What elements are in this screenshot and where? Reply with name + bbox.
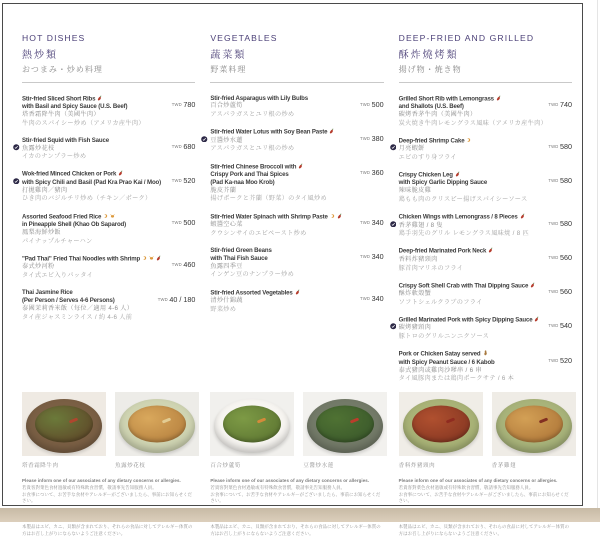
menu-item: [22, 255, 195, 281]
chili-icon: [156, 255, 161, 263]
currency-label: TWD: [171, 220, 182, 226]
photo-caption: 香料炸豬頸肉: [398, 462, 436, 469]
item-name-ja: タイ式エビ入りパッタイ: [22, 271, 94, 279]
currency-label: TWD: [171, 144, 182, 150]
item-name-text: Crispy Pork and Thai Spices: [210, 170, 289, 178]
chili-icon: [329, 128, 334, 136]
price-value: 380: [371, 133, 384, 143]
item-name-zh: 月亮蝦餅: [398, 145, 425, 153]
item-name-text: Stir-fried Squid with Fish Sauce: [22, 136, 109, 144]
dish-photo: [210, 392, 294, 456]
menu-item: [22, 213, 195, 247]
item-name-ja: 野菜炒め: [210, 305, 237, 313]
item-name-en: [210, 163, 353, 171]
item-name-en: [399, 247, 542, 255]
item-price: [548, 170, 572, 188]
item-name-en: [399, 171, 542, 179]
price-value: 540: [559, 321, 572, 331]
item-name-text: Grilled Marinated Pork with Spicy Dipping Sauce: [398, 316, 533, 324]
disclaimer-general: [22, 478, 195, 505]
item-name-ja: タイ風豚肉または鶏肉ポークサテ / 6 本: [398, 375, 515, 383]
price-value: 360: [371, 168, 384, 178]
price-value: 580: [559, 176, 572, 186]
menu-item: [210, 128, 383, 154]
dish-photo-block: [115, 392, 199, 469]
signature-dish-icon: [13, 137, 20, 155]
item-name-en: [22, 170, 165, 178]
peanut-icon: [483, 350, 488, 358]
item-name-text: Stir-fried Chinese Broccoli with: [210, 163, 297, 171]
currency-label: TWD: [360, 170, 371, 176]
item-name-en: [399, 359, 542, 367]
menu-item: [399, 282, 572, 308]
shrimp-icon: [103, 213, 108, 221]
item-name-en: [22, 297, 165, 305]
item-name-en: [22, 255, 165, 263]
photo-caption: 塔香霜降牛肉: [22, 462, 59, 469]
item-name-ja: タイ産ジャスミンライス / 約 4-6 人前: [22, 313, 133, 321]
currency-label: TWD: [548, 220, 559, 226]
menu-column-vegetables: [210, 33, 383, 538]
item-price: [548, 315, 572, 333]
currency-label: TWD: [548, 102, 559, 107]
price-value: 340: [371, 218, 384, 228]
item-name-en: [210, 171, 353, 179]
item-name-ja: 鶏もも肉のクリスピー揚げスパイシーソース: [398, 195, 528, 203]
disclaimer-line: お食事について、お苦手な食材やアレルギーがございましたら、事前にお知らせください。: [22, 491, 193, 504]
section-divider: [210, 82, 383, 83]
section-title-ja: 揚げ物・焼き物: [398, 64, 462, 74]
dish-photos: [399, 392, 572, 469]
menu-item: [22, 289, 195, 322]
currency-label: TWD: [157, 296, 168, 302]
item-name-text: Thai Jasmine Rice: [22, 289, 73, 297]
item-name-text: in Pineapple Shell (Khao Ob Saparod): [22, 221, 126, 229]
item-price: [548, 136, 572, 154]
item-name-zh: 鳳梨海鮮炒飯: [22, 228, 61, 236]
disclaimer-line: 若貴客對菜色食材過敏或有特殊飲食習慣，敬請事先告知服務人員。: [22, 484, 157, 490]
photo-caption: 魚露炒花枝: [115, 462, 146, 469]
price-value: 740: [559, 100, 572, 109]
currency-label: TWD: [548, 357, 559, 363]
section-header: [210, 33, 383, 75]
currency-label: TWD: [548, 323, 559, 329]
item-name-text: with Spicy Chili and Basil (Pad Kra Prao Kai / Moo): [22, 178, 161, 186]
item-name-en: [399, 103, 542, 111]
item-name-text: Crispy Soft Shell Crab with Thai Dipping Sauce: [398, 282, 529, 290]
item-name-ja: パイナップルチャーハン: [22, 237, 93, 245]
item-name-text: Stir-fried Sliced Short Ribs: [22, 95, 96, 102]
section-title-zh: 熱炒類: [22, 49, 58, 61]
crab-icon: [110, 213, 115, 221]
item-name-en: [22, 179, 165, 187]
crab-icon: [149, 255, 154, 263]
chili-icon: [534, 316, 539, 324]
item-price: [360, 246, 384, 264]
price-value: 780: [183, 100, 196, 109]
disclaimer-line: お食事について、お苦手な食材やアレルギーがございましたら、事前にお知らせください。: [398, 491, 569, 504]
dish-photo: [492, 392, 576, 456]
menu-item: [399, 213, 572, 239]
item-name-en: [210, 289, 353, 297]
section-title-zh: 蔬菜類: [210, 49, 247, 61]
menu-column-hot-dishes: [22, 33, 195, 538]
item-name-en: [22, 103, 165, 111]
item-name-en: [399, 350, 542, 358]
photo-caption: 豆醬炒水蓮: [303, 462, 334, 469]
dish-photo: [399, 392, 483, 456]
item-price: [548, 247, 572, 265]
menu-item: [399, 95, 572, 129]
menu-item: [399, 247, 572, 273]
dish-photo-food: [35, 406, 93, 443]
item-name-en: [22, 137, 165, 145]
currency-label: TWD: [171, 262, 182, 268]
section-title-ja: 野菜料理: [210, 64, 247, 74]
price-value: 460: [183, 260, 196, 270]
item-price: [548, 281, 572, 299]
chili-icon: [496, 95, 501, 103]
item-name-text: Stir-fried Assorted Vegetables: [210, 289, 293, 297]
item-name-en: [399, 282, 542, 290]
item-name-text: Stir-fried Asparagus with Lily Bulbs: [210, 94, 308, 102]
item-name-text: (Pad Ka-naa Moo Krob): [210, 178, 275, 186]
chili-icon: [337, 213, 342, 221]
item-name-text: Grilled Short Rib with Lemongrass: [398, 95, 494, 102]
disclaimer-line: Please inform one of our associates of any dietary concerns or allergies.: [210, 477, 370, 483]
item-name-en: [22, 95, 165, 103]
item-name-zh: 碳烤豬頸肉: [398, 324, 432, 332]
signature-dish-icon: [13, 171, 20, 189]
item-name-ja: 牛肉のスパイシー炒め（アメリカ産牛肉）: [22, 119, 145, 127]
item-name-zh: 辣味脆皮雞: [398, 187, 432, 195]
menu-item: [210, 247, 383, 280]
item-name-zh: 塔香霜降牛肉（美國牛肉）: [22, 110, 100, 118]
currency-label: TWD: [171, 102, 182, 107]
disclaimer-line: 若貴客對菜色食材過敏或有特殊飲食習慣，敬請事先告知服務人員。: [398, 484, 534, 490]
item-name-ja: 鶏手羽先のグリル レモングラス風味焼 / 8 匹: [398, 230, 529, 238]
item-name-text: with Basil and Spicy Sauce (U.S. Beef): [22, 102, 128, 110]
menu-item-list: [210, 95, 383, 323]
item-name-zh: 香茅雞翅 / 8 隻: [398, 221, 443, 229]
item-name-text: Deep-fried Marinated Pork Neck: [398, 247, 487, 255]
shrimp-icon: [330, 213, 335, 221]
item-name-en: [22, 213, 165, 221]
disclaimer-line: 本製品はエビ、カニ、貝類が含まれており、それらの食品に対してアレルギー体質の方はお召し上がりにならないようご注意ください。: [22, 523, 193, 536]
currency-label: TWD: [548, 254, 559, 260]
item-name-ja: ひき肉のバジルチリ炒め（チキン／ポーク）: [22, 195, 152, 203]
signature-dish-icon: [390, 316, 397, 334]
item-name-ja: アスパラガスとユリ根の炒め: [210, 111, 295, 119]
item-name-text: Assorted Seafood Fried Rice: [22, 213, 102, 221]
menu-item: [22, 95, 195, 129]
price-value: 560: [559, 252, 572, 262]
currency-label: TWD: [360, 102, 371, 107]
item-price: [360, 128, 384, 146]
item-name-text: Crispy Chicken Leg: [398, 171, 453, 179]
item-name-text: with Spicy Peanut Sauce / 6 Kabob: [398, 358, 495, 366]
chili-icon: [520, 213, 525, 221]
item-name-zh: 豆醬炒水蓮: [210, 136, 243, 144]
signature-dish-icon: [390, 137, 397, 155]
currency-label: TWD: [548, 178, 559, 184]
dish-photo-food: [128, 406, 186, 443]
price-value: 340: [371, 252, 384, 262]
menu-item: [22, 137, 195, 162]
section-title-ja: おつまみ・炒め料理: [22, 64, 103, 74]
item-name-en: [399, 137, 542, 145]
dish-photo-food: [316, 406, 374, 443]
item-name-zh: 泰式炒河粉: [22, 263, 55, 271]
dish-photo-block: [303, 392, 387, 469]
section-title-en: DEEP-FRIED AND GRILLED: [398, 33, 535, 43]
item-name-text: Deep-fried Shrimp Cake: [398, 137, 465, 145]
menu-item: [210, 95, 383, 120]
menu-column-deep-fried-and-grilled: [399, 33, 572, 538]
item-price: [360, 288, 384, 306]
item-price: [360, 162, 384, 180]
item-name-en: [210, 255, 353, 263]
disclaimer-line: Please inform one of our associates of any dietary concerns or allergies.: [22, 477, 181, 483]
item-name-ja: 豚トロのグリルニンニクソース: [398, 333, 490, 341]
price-value: 340: [371, 294, 384, 304]
item-name-ja: イカのナンプラー炒め: [22, 153, 87, 161]
item-name-text: "Pad Thai" Fried Thai Noodles with Shrimp: [22, 255, 141, 263]
chili-icon: [488, 247, 493, 255]
item-name-text: (Per Person / Serves 4-6 Persons): [22, 297, 115, 305]
disclaimer-line: 本製品はエビ、カニ、貝類が含まれており、それらの食品に対してアレルギー体質の方はお召し上がりにならないようご注意ください。: [210, 523, 381, 536]
menu-item: [22, 170, 195, 204]
price-value: 40 / 180: [169, 294, 196, 304]
dish-photo-food: [505, 406, 563, 443]
item-name-ja: エビのすり身フライ: [398, 153, 457, 161]
dish-photo: [303, 392, 387, 456]
item-name-text: Chicken Wings with Lemongrass / 8 Pieces: [398, 213, 518, 221]
item-name-text: Wok-fried Minced Chicken or Pork: [22, 170, 117, 178]
item-name-zh: 香料炸豬頸肉: [398, 255, 438, 263]
page-edge-line: [597, 0, 598, 508]
section-title-en: VEGETABLES: [210, 33, 278, 43]
menu-item-list: [22, 95, 195, 331]
item-price: [172, 254, 196, 272]
item-name-zh: 酥炸軟殼蟹: [398, 290, 432, 298]
item-name-text: Stir-fried Green Beans: [210, 246, 272, 254]
item-name-text: Stir-fried Water Spinach with Shrimp Paste: [210, 213, 328, 221]
section-divider: [22, 82, 195, 83]
menu-page: [2, 3, 583, 536]
item-name-ja: アスパラガスとユリ根の炒め: [210, 145, 295, 153]
item-price: [172, 212, 196, 230]
currency-label: TWD: [360, 254, 371, 260]
currency-label: TWD: [360, 135, 371, 141]
section-header: [399, 33, 572, 75]
item-name-zh: 碳烤香茅牛肉（美國牛肉）: [398, 110, 477, 118]
item-name-en: [210, 213, 353, 221]
item-name-text: with Thai Fish Sauce: [210, 254, 268, 262]
item-name-zh: 泰國茉莉香米飯（每位／適用 4-6 人）: [22, 304, 134, 312]
menu-item: [399, 137, 572, 163]
currency-label: TWD: [360, 296, 371, 302]
item-name-en: [399, 213, 542, 221]
photo-caption: 香茅雞翅: [491, 462, 517, 469]
photo-caption: 百合炒蘆筍: [210, 462, 241, 469]
item-price: [158, 289, 196, 307]
item-name-zh: 百合炒蘆筍: [210, 102, 243, 110]
dish-photo: [115, 392, 199, 456]
dish-photos: [22, 392, 195, 469]
price-value: 560: [559, 287, 572, 297]
dish-photo-block: [399, 392, 483, 469]
chili-icon: [530, 282, 535, 290]
dish-photo-block: [492, 392, 576, 469]
signature-dish-icon: [201, 129, 208, 147]
table-backdrop: [0, 508, 600, 522]
item-name-ja: 豚首肉マリネのフライ: [398, 264, 464, 272]
item-price: [548, 94, 572, 112]
currency-label: TWD: [548, 144, 559, 150]
item-name-ja: ソフトシェルクラブのフライ: [398, 298, 483, 306]
item-price: [172, 136, 196, 154]
disclaimer-line: 若貴客對菜色食材過敏或有特殊飲食習慣，敬請事先告知服務人員。: [210, 484, 346, 490]
dish-photo-food: [412, 406, 470, 443]
item-name-zh: 清炒什錦蔬: [210, 297, 243, 305]
section-divider: [399, 82, 572, 83]
item-name-en: [210, 128, 353, 136]
dish-photos: [210, 392, 383, 469]
currency-label: TWD: [171, 177, 182, 183]
menu-item: [399, 350, 572, 384]
price-value: 680: [183, 142, 196, 152]
item-name-en: [210, 247, 353, 255]
section-title-zh: 酥炸燒烤類: [398, 49, 459, 61]
menu-item: [210, 213, 383, 239]
menu-item-list: [399, 95, 572, 393]
item-name-en: [22, 221, 165, 229]
dish-photo: [22, 392, 106, 456]
chili-icon: [298, 163, 303, 171]
item-name-zh: 脆皮芥蘭: [210, 186, 237, 194]
item-price: [360, 94, 384, 112]
price-value: 580: [559, 142, 572, 152]
item-name-text: with Spicy Garlic Dipping Sauce: [398, 179, 488, 187]
menu-item: [399, 316, 572, 342]
price-value: 520: [559, 355, 572, 365]
shrimp-icon: [142, 255, 147, 263]
chili-icon: [118, 170, 123, 178]
item-price: [548, 350, 572, 368]
item-price: [548, 213, 572, 231]
dish-photo-food: [223, 406, 281, 443]
item-name-ja: 揚げポークと芥蘭（野菜）のタイ風炒め: [210, 195, 327, 203]
item-name-zh: 蝦醬空心菜: [210, 221, 243, 229]
item-name-ja: インゲン豆のナンプラー炒め: [210, 271, 295, 279]
item-name-zh: 泰式豬肉或雞肉沙嗲串 / 6 串: [398, 366, 482, 374]
item-name-zh: 打拋雞肉／豬肉: [22, 186, 68, 194]
price-value: 520: [183, 175, 196, 185]
chili-icon: [455, 171, 460, 179]
shrimp-icon: [466, 137, 471, 145]
section-title-en: HOT DISHES: [22, 33, 86, 43]
disclaimer-line: Please inform one of our associates of any dietary concerns or allergies.: [398, 477, 558, 483]
item-name-ja: 炭火焼き牛肉レモングラス風味（アメリカ産牛肉）: [398, 119, 548, 127]
item-name-en: [210, 179, 353, 187]
disclaimer-line: 本製品はエビ、カニ、貝類が含まれており、それらの食品に対してアレルギー体質の方はお召し上がりにならないようご注意ください。: [398, 523, 570, 536]
price-value: 580: [559, 218, 572, 228]
item-name-zh: 魚露四季豆: [210, 262, 243, 270]
currency-label: TWD: [548, 289, 559, 295]
item-name-text: and Shallots (U.S. Beef): [398, 102, 464, 110]
price-value: 500: [371, 100, 384, 109]
item-name-en: [22, 289, 165, 297]
section-header: [22, 33, 195, 75]
menu-item: [210, 289, 383, 315]
item-price: [172, 94, 196, 112]
item-name-ja: クウシンサイのエビペースト炒め: [210, 229, 307, 237]
disclaimer-line: お食事について、お苦手な食材やアレルギーがございましたら、事前にお知らせください。: [210, 491, 381, 504]
signature-dish-icon: [390, 214, 397, 232]
item-name-zh: 魚露炒花枝: [22, 144, 55, 152]
item-name-text: Pork or Chicken Satay served: [398, 350, 481, 358]
chili-icon: [97, 95, 102, 103]
menu-item: [399, 171, 572, 205]
disclaimer-general: [210, 478, 383, 505]
dish-photo-block: [210, 392, 294, 469]
item-price: [360, 212, 384, 230]
item-price: [172, 170, 196, 188]
price-value: 500: [183, 218, 196, 228]
currency-label: TWD: [360, 220, 371, 226]
item-name-text: Stir-fried Water Lotus with Soy Bean Paste: [210, 128, 328, 136]
menu-item: [210, 163, 383, 205]
disclaimer-general: [399, 478, 572, 505]
item-name-en: [399, 95, 542, 103]
menu-grid: [3, 4, 582, 536]
chili-icon: [295, 289, 300, 297]
dish-photo-block: [22, 392, 106, 469]
